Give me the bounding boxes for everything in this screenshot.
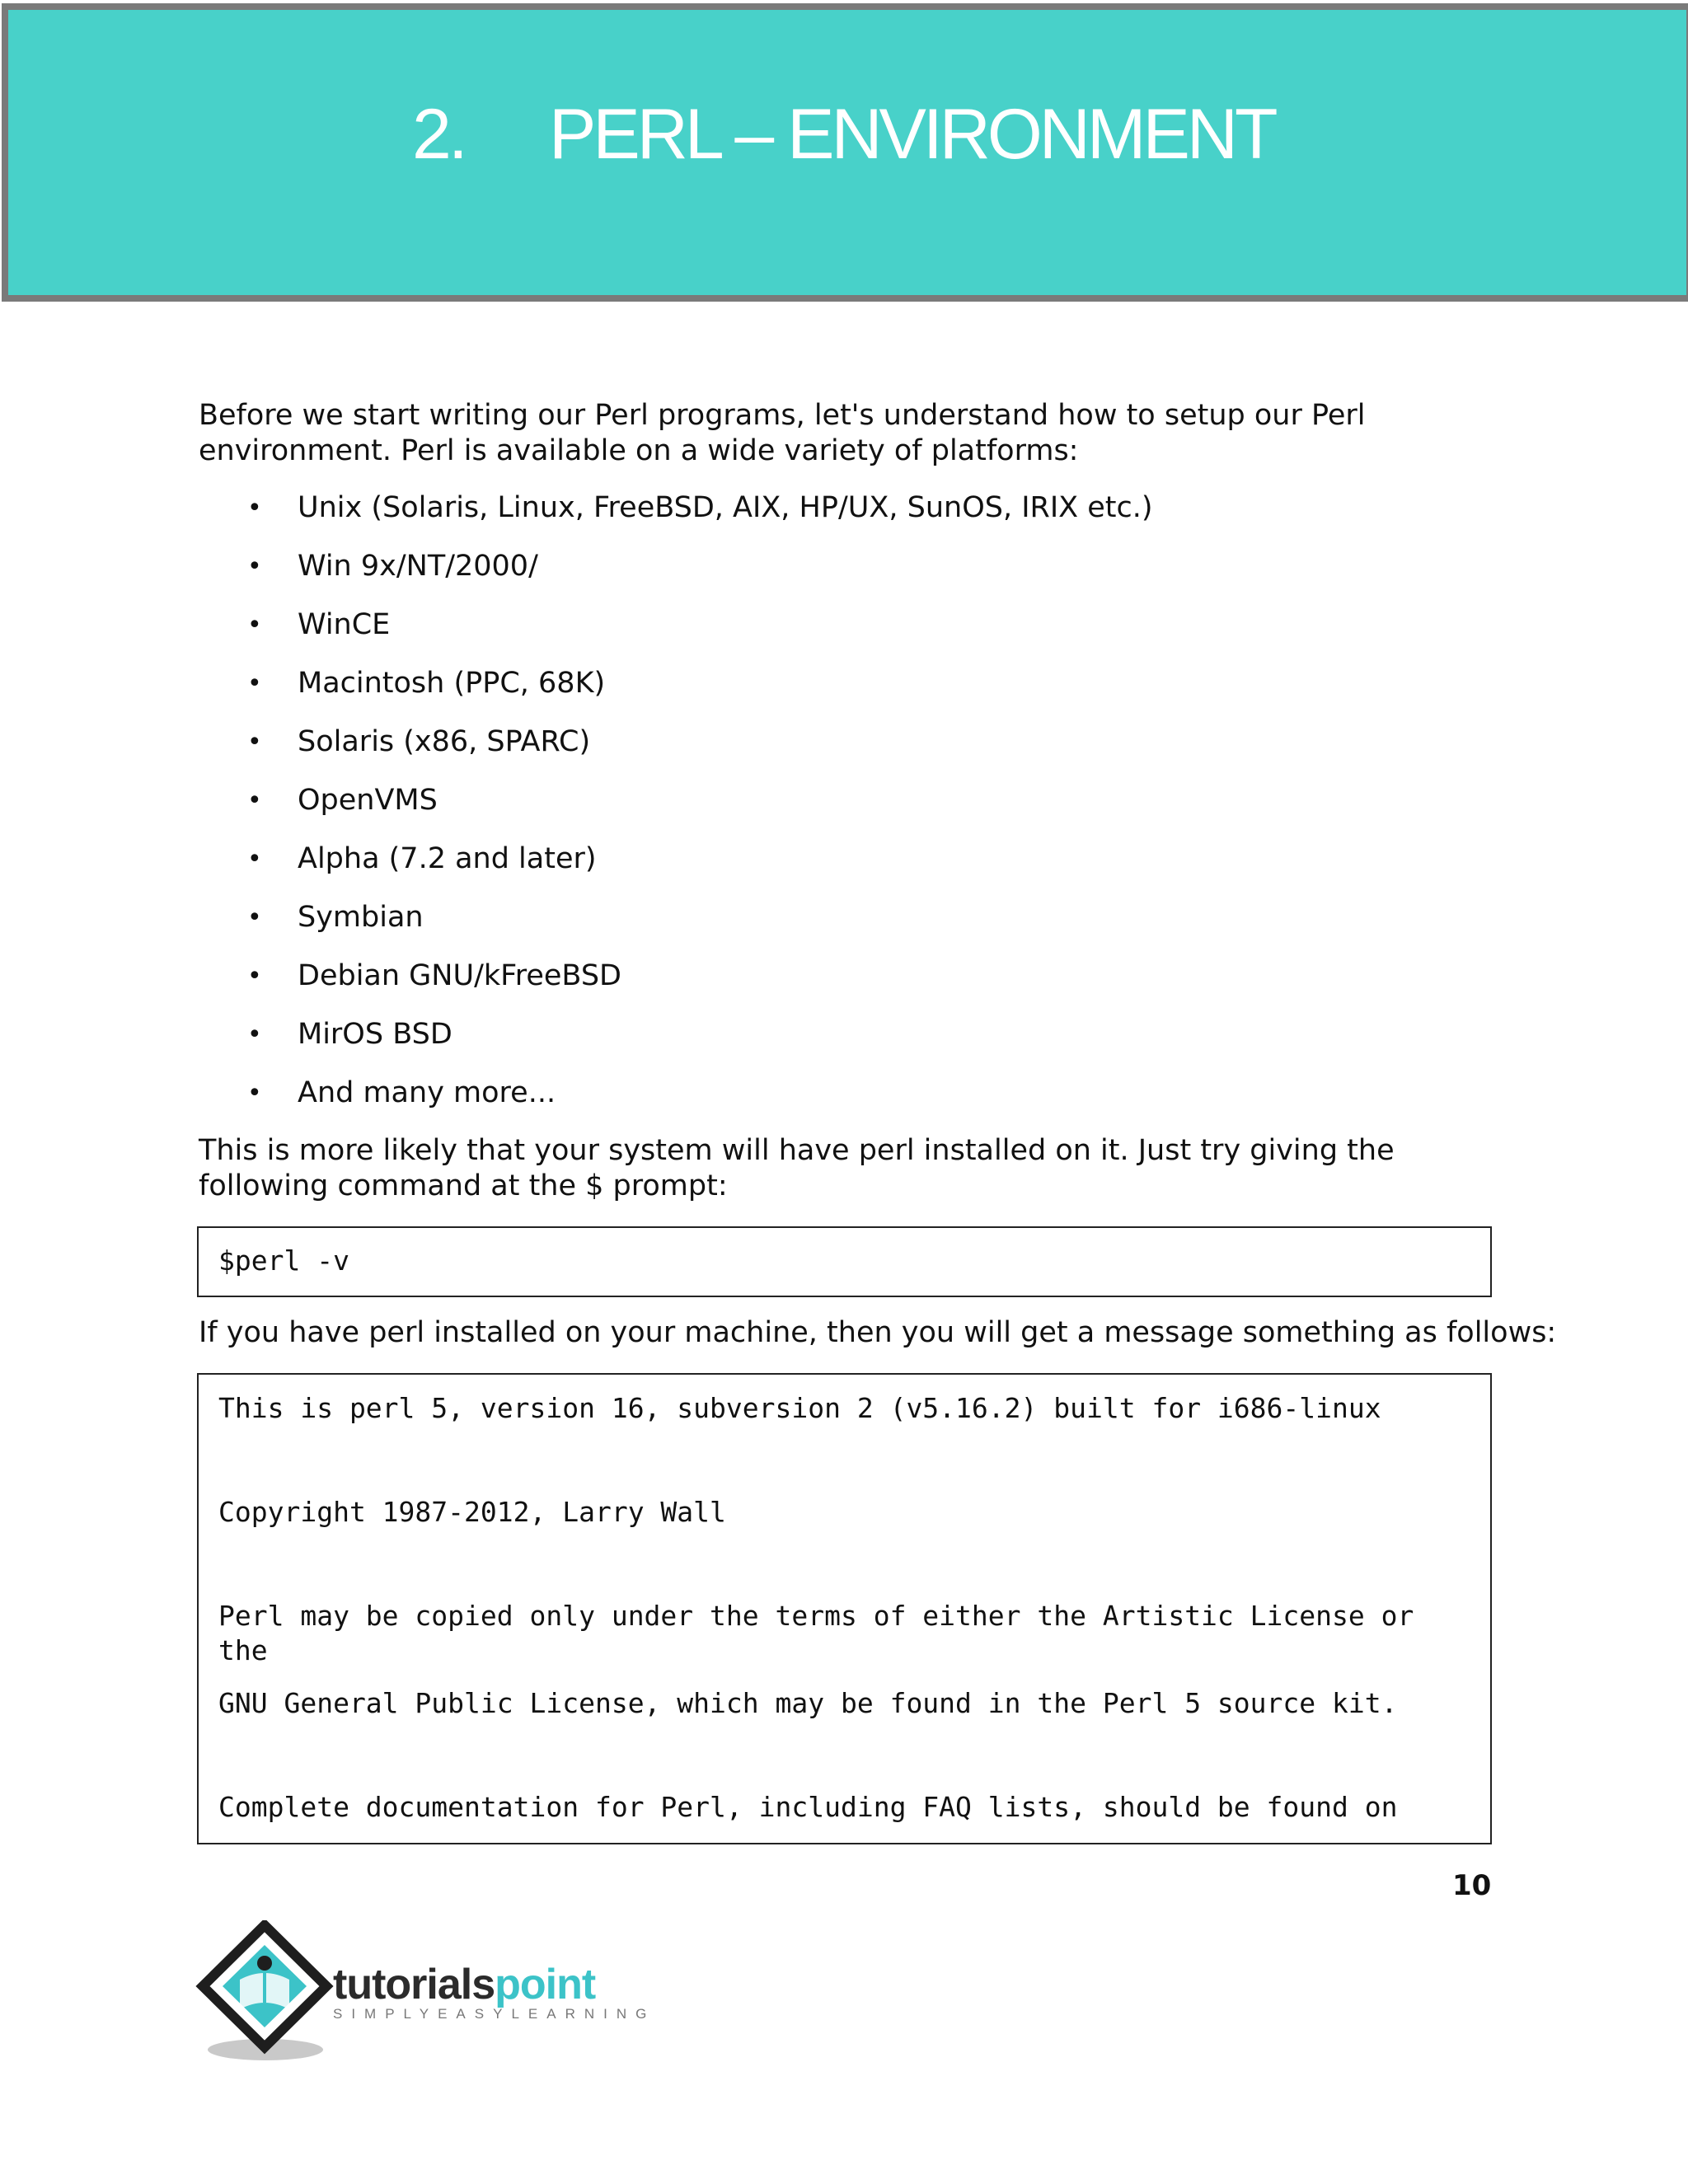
intro-paragraph: Before we start writing our Perl programs, let's understand how to setup our Perl environment. Perl is available on a wide variety of platforms:	[199, 399, 1366, 467]
logo-tagline: SIMPLYEASYLEARNING	[333, 2006, 656, 2022]
logo-diamond-icon	[195, 1920, 335, 2069]
bullet-icon: •	[247, 1079, 262, 1108]
list-item: • MirOS BSD	[247, 1018, 452, 1051]
list-item: • OpenVMS	[247, 784, 438, 817]
page-number: 10	[1452, 1869, 1492, 1902]
chapter-number: 2.	[412, 95, 465, 174]
bullet-icon: •	[247, 669, 262, 698]
bullet-icon: •	[247, 903, 262, 932]
list-item: • Win 9x/NT/2000/	[247, 550, 538, 583]
bullet-icon: •	[247, 1020, 262, 1049]
tutorialspoint-logo	[195, 1920, 664, 2069]
list-item: • WinCE	[247, 608, 391, 641]
output-line: Complete documentation for Perl, including FAQ lists, should be found on	[218, 1791, 1398, 1823]
output-code-box	[197, 1373, 1492, 1844]
install-note: This is more likely that your system will have perl installed on it. Just try giving the following command at the $ prompt:	[199, 1134, 1395, 1202]
command-line: $perl -v	[218, 1244, 349, 1277]
output-line: This is perl 5, version 16, subversion 2 (v5.16.2) built for i686-linux	[218, 1392, 1381, 1424]
chapter-title	[412, 95, 1275, 174]
bullet-icon: •	[247, 494, 262, 523]
output-line: Copyright 1987-2012, Larry Wall	[218, 1496, 726, 1528]
chapter-title-text: PERL – ENVIRONMENT	[549, 95, 1275, 174]
chapter-banner	[2, 3, 1688, 302]
list-item: • Alpha (7.2 and later)	[247, 842, 597, 875]
bullet-icon: •	[247, 611, 262, 640]
platform-list	[199, 490, 1501, 1134]
bullet-icon: •	[247, 845, 262, 874]
list-item: • Symbian	[247, 901, 424, 934]
output-line: Perl may be copied only under the terms of either the Artistic License or	[218, 1600, 1414, 1632]
bullet-icon: •	[247, 962, 262, 991]
list-item: • Debian GNU/kFreeBSD	[247, 959, 621, 992]
output-note: If you have perl installed on your machine, then you will get a message something as follows:	[199, 1316, 1557, 1349]
logo-wordmark: tutorialspoint	[333, 1961, 596, 2008]
bullet-icon: •	[247, 786, 262, 815]
output-line: the	[218, 1634, 268, 1666]
list-item: • Solaris (x86, SPARC)	[247, 725, 591, 758]
output-line: GNU General Public License, which may be found in the Perl 5 source kit.	[218, 1687, 1398, 1719]
bullet-icon: •	[247, 728, 262, 757]
list-item: • Unix (Solaris, Linux, FreeBSD, AIX, HP/UX, SunOS, IRIX etc.)	[247, 491, 1153, 524]
list-item: • And many more...	[247, 1076, 556, 1109]
list-item: • Macintosh (PPC, 68K)	[247, 667, 606, 700]
command-code-box	[197, 1226, 1492, 1297]
bullet-icon: •	[247, 552, 262, 581]
